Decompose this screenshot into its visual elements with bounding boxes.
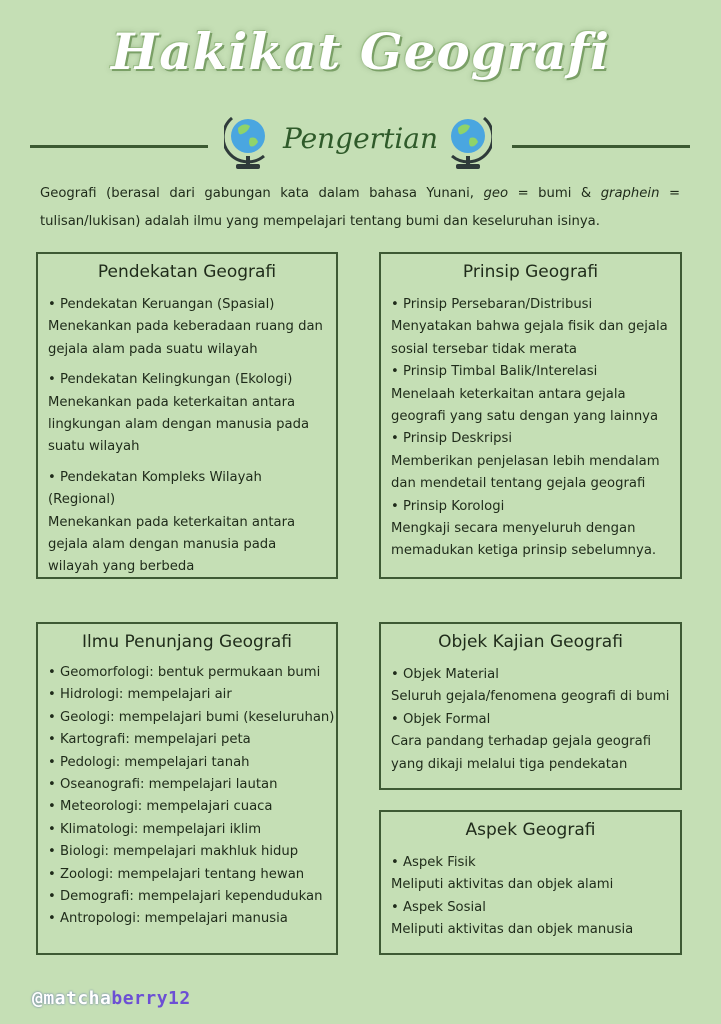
list-item: • Aspek Sosial Meliputi aktivitas dan objek manusia (391, 897, 670, 942)
list-item: • Pendekatan Kelingkungan (Ekologi) Menekankan pada keterkaitan antara lingkungan alam dengan manusia pada suatu wilayah (48, 369, 326, 459)
author-handle: @matchaberry12 (32, 988, 191, 1009)
ilmu-penunjang-box (36, 622, 338, 955)
list-item: • Prinsip Korologi Mengkaji secara menyeluruh dengan memadukan ketiga prinsip sebelumnya. (391, 496, 670, 563)
list-item: • Aspek Fisik Meliputi aktivitas dan objek alami (391, 852, 670, 897)
objek-kajian-box (379, 622, 682, 790)
list-item: • Meteorologi: mempelajari cuaca (48, 796, 326, 818)
section-subtitle: Pengertian (283, 122, 438, 155)
box-title: Ilmu Penunjang Geografi (82, 632, 292, 652)
list-item: • Oseanografi: mempelajari lautan (48, 774, 326, 796)
aspek-box (379, 810, 682, 955)
list-item: • Pendekatan Keruangan (Spasial) Menekankan pada keberadaan ruang dan gejala alam pada suatu wilayah (48, 294, 326, 361)
list-item: • Demografi: mempelajari kependudukan (48, 886, 326, 908)
list-item: • Geologi: mempelajari bumi (keseluruhan) (48, 707, 326, 729)
list-item: • Prinsip Persebaran/Distribusi Menyatakan bahwa gejala fisik dan gejala sosial tersebar tidak merata (391, 294, 670, 361)
box-title: Aspek Geografi (465, 820, 596, 840)
list-item: • Kartografi: mempelajari peta (48, 729, 326, 751)
list-item: • Klimatologi: mempelajari iklim (48, 819, 326, 841)
list-item: • Zoologi: mempelajari tentang hewan (48, 864, 326, 886)
list-item: • Prinsip Timbal Balik/Interelasi Menelaah keterkaitan antara gejala geografi yang satu dengan yang lainnya (391, 361, 670, 428)
definition-paragraph: Geografi (berasal dari gabungan kata dalam bahasa Yunani, geo = bumi & graphein = tulisan/lukisan) adalah ilmu yang mempelajari tentang bumi dan keseluruhan isinya. (40, 186, 680, 229)
box-title: Pendekatan Geografi (97, 262, 277, 282)
list-item: • Prinsip Deskripsi Memberikan penjelasan lebih mendalam dan mendetail tentang gejala geografi (391, 428, 670, 495)
list-item: • Antropologi: mempelajari manusia (48, 908, 326, 930)
box-title: Prinsip Geografi (462, 262, 599, 282)
list-item: • Objek Formal Cara pandang terhadap gejala geografi yang dikaji melalui tiga pendekatan (391, 709, 670, 776)
list-item: • Geomorfologi: bentuk permukaan bumi (48, 662, 326, 684)
page-title: Hakikat Geografi (111, 22, 610, 81)
list-item: • Objek Material Seluruh gejala/fenomena geografi di bumi (391, 664, 670, 709)
prinsip-box (379, 252, 682, 579)
list-item: • Pendekatan Kompleks Wilayah (Regional) Menekankan pada keterkaitan antara gejala alam dengan manusia pada wilayah yang berbeda (48, 467, 326, 579)
list-item: • Hidrologi: mempelajari air (48, 684, 326, 706)
box-title: Objek Kajian Geografi (438, 632, 623, 652)
pendekatan-box (36, 252, 338, 579)
list-item: • Biologi: mempelajari makhluk hidup (48, 841, 326, 863)
list-item: • Pedologi: mempelajari tanah (48, 752, 326, 774)
